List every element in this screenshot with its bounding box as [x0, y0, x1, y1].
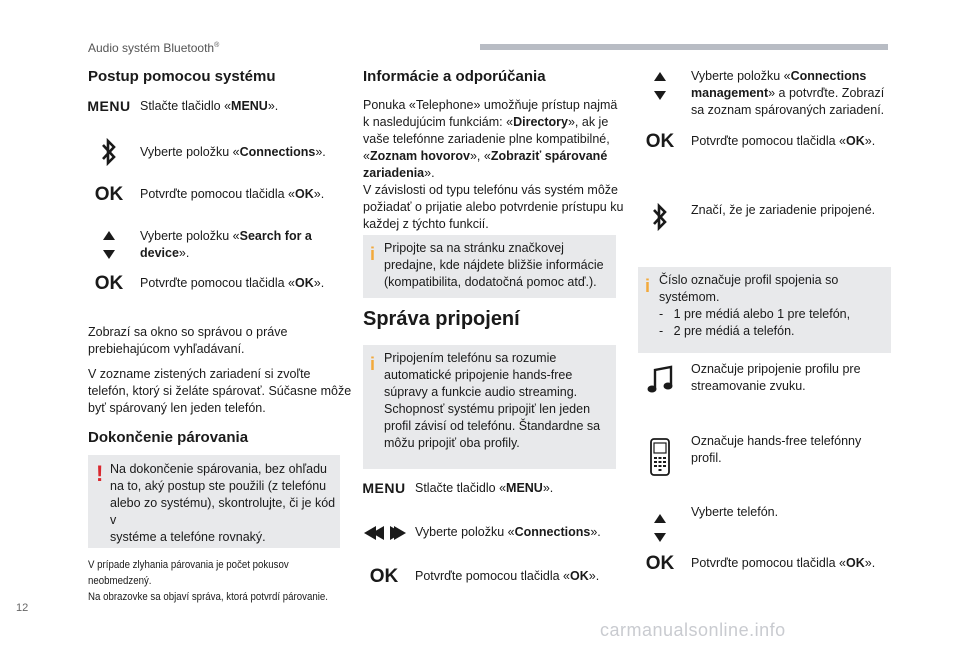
text-span: V závislosti od typu telefónu vás systém môže: [363, 183, 618, 197]
text-span: prebiehajúcom vyhľadávaní.: [88, 342, 245, 356]
text-span: », «: [469, 149, 491, 163]
menu-button-icon: MENU: [362, 480, 406, 496]
text-span: Zobrazí sa okno so správou o práve: [88, 325, 288, 339]
ok-button-icon: OK: [369, 566, 399, 587]
text-span: Na dokončenie spárovania, bez ohľadu: [110, 462, 327, 476]
text-span: Pripojením telefónu sa rozumie: [384, 351, 557, 365]
text-span: Connections: [514, 525, 591, 539]
text-span: systéme a telefóne rovnaký.: [110, 530, 266, 544]
text-span: ».: [267, 99, 279, 113]
col3-step-streaming: [635, 361, 861, 395]
phone-icon: [635, 433, 685, 477]
text-span: profil závisí od telefónu. Štandardne sa: [384, 419, 601, 433]
col1-small-note: [88, 557, 328, 605]
text-span: » a potvrďte. Zobrazí: [768, 86, 885, 100]
menu-button-icon: MENU: [87, 98, 131, 114]
text-span: OK: [846, 556, 865, 570]
text-span: ».: [424, 166, 435, 180]
text-span: (kompatibilita, dodatočná pomoc atď.).: [384, 275, 597, 289]
text-span: Directory: [513, 115, 568, 129]
text-span: byť spárovaný len jeden telefón.: [88, 401, 266, 415]
col1-step-search: [84, 228, 315, 262]
col3-step-connected: [635, 188, 875, 232]
text-span: každej z týchto funkcií.: [363, 217, 489, 231]
text-span: Potvrďte pomocou tlačidla «: [415, 569, 570, 583]
col3-step-connections-management: [635, 68, 884, 119]
text-span: ».: [313, 276, 325, 290]
text-span: Ponuka «Telephone» umožňuje prístup najmä: [363, 98, 618, 112]
registered-mark: ®: [214, 42, 220, 49]
up-down-arrows-icon: [635, 504, 685, 544]
ok-button-icon: OK: [645, 553, 675, 574]
text-span: Zobraziť spárované: [490, 149, 608, 163]
ok-button-icon: OK: [645, 131, 675, 152]
text-span: zariadenia: [363, 166, 425, 180]
text-span: Potvrďte pomocou tlačidla «: [140, 187, 295, 201]
text-span: neobmedzený.: [88, 575, 152, 587]
text-span: automatické pripojenie hands-free: [384, 368, 573, 382]
text-span: Zoznam hovorov: [369, 149, 470, 163]
text-span: ».: [864, 556, 876, 570]
text-span: Značí, že je zariadenie pripojené.: [691, 202, 876, 217]
col3-step-select-phone: [635, 504, 778, 544]
up-down-arrows-icon: [635, 68, 685, 102]
text-span: Označuje hands-free telefónny: [691, 434, 862, 448]
heading-informacie: Informácie a odporúčania: [363, 68, 546, 85]
warning-icon: !: [96, 461, 104, 486]
watermark: carmanualsonline.info: [600, 620, 786, 640]
text-span: OK: [295, 276, 314, 290]
col1-step-menu: [84, 98, 278, 115]
text-span: Connections: [790, 69, 867, 83]
text-span: Vyberte položku «: [140, 144, 240, 159]
text-span: môžu pripojiť oba profily.: [384, 436, 520, 450]
page-number: 12: [16, 602, 29, 614]
text-span: ».: [864, 134, 876, 148]
col2-step-connections: [359, 524, 601, 541]
text-span: k nasledujúcim funkciám: «: [363, 115, 514, 129]
col2-step-menu: [359, 480, 553, 497]
text-span: MENU: [506, 481, 543, 495]
info-box-2: [363, 345, 616, 469]
text-span: ».: [542, 481, 554, 495]
text-span: OK: [295, 187, 314, 201]
text-span: OK: [846, 134, 865, 148]
text-span: ».: [588, 569, 600, 583]
col2-step-ok: [359, 568, 599, 585]
text-span: Potvrďte pomocou tlačidla «: [140, 276, 295, 290]
col1-paragraph-2: [88, 366, 351, 417]
heading-postup: Postup pomocou systému: [88, 68, 276, 85]
text-span: Stlačte tlačidlo «: [140, 99, 232, 113]
text-span: management: [691, 86, 769, 100]
col1-step-ok-1: [84, 186, 324, 203]
text-span: Číslo označuje profil spojenia so: [659, 273, 839, 287]
heading-sprava-pripojeni: Správa pripojení: [363, 308, 520, 330]
text-span: V prípade zlyhania párovania je počet pokusov: [88, 559, 289, 571]
bluetooth-icon: [635, 188, 685, 232]
text-span: Connections: [239, 144, 316, 159]
text-span: na to, aký postup ste použili (z telefónu: [110, 479, 327, 493]
col3-step-ok-2: [635, 555, 875, 572]
text-span: - 1 pre médiá alebo 1 pre telefón,: [659, 307, 851, 321]
running-header: [88, 37, 219, 57]
text-span: Vyberte položku «: [691, 69, 791, 83]
text-span: Označuje pripojenie profilu pre: [691, 362, 861, 376]
text-span: telefón, ktorý si želáte spárovať. Súčasne môže: [88, 384, 352, 398]
text-span: vaše telefónne zariadenie plne kompatibilné,: [363, 132, 610, 146]
up-down-arrows-icon: [84, 229, 134, 261]
text-span: Stlačte tlačidlo «: [415, 481, 507, 495]
text-span: Pripojte sa na stránku značkovej: [384, 241, 564, 255]
text-span: OK: [570, 569, 589, 583]
warning-box: [88, 455, 340, 548]
text-span: V zozname zistených zariadení si zvoľte: [88, 367, 311, 381]
text-span: sa zoznam spárovaných zariadení.: [691, 103, 885, 117]
heading-dokoncenie: Dokončenie párovania: [88, 429, 249, 446]
ok-button-icon: OK: [94, 184, 124, 205]
text-span: súpravy a funkcie audio streaming.: [384, 385, 578, 399]
text-span: «: [363, 149, 370, 163]
text-span: Potvrďte pomocou tlačidla «: [691, 134, 846, 148]
text-span: streamovanie zvuku.: [691, 379, 806, 393]
music-note-icon: [635, 361, 685, 395]
text-span: ».: [178, 246, 190, 260]
text-span: Vyberte položku «: [140, 229, 240, 243]
text-span: Schopnosť systému pripojiť len jeden: [384, 402, 591, 416]
col1-step-connections: [84, 137, 326, 167]
col2-paragraph: [363, 97, 623, 233]
col3-step-handsfree: [635, 433, 861, 477]
text-span: Search for a device: [140, 229, 312, 260]
text-span: ».: [313, 187, 325, 201]
text-span: Na obrazovke sa objaví správa, ktorá potvrdí párovanie.: [88, 591, 328, 603]
ok-button-icon: OK: [94, 273, 124, 294]
text-span: predajne, kde nájdete bližšie informácie: [384, 258, 604, 272]
text-span: Potvrďte pomocou tlačidla «: [691, 556, 846, 570]
info-icon: i: [370, 244, 376, 264]
text-span: alebo zo systému), skontrolujte, či je kód v: [110, 496, 336, 527]
info-box-1: [363, 235, 616, 298]
col3-step-ok-1: [635, 133, 875, 150]
text-span: », ak je: [567, 115, 609, 129]
text-span: Vyberte položku «: [415, 525, 515, 539]
text-span: ».: [315, 144, 326, 159]
header-bar: [480, 44, 888, 50]
col1-step-ok-2: [84, 275, 324, 292]
text-span: Vyberte telefón.: [691, 505, 779, 519]
text-span: MENU: [231, 99, 268, 113]
info-icon: i: [370, 354, 376, 374]
info-icon: i: [645, 276, 651, 296]
info-box-3: [638, 267, 891, 353]
text-span: profil.: [691, 451, 722, 465]
col1-paragraph-1: [88, 324, 287, 358]
text-span: systémom.: [659, 290, 720, 304]
text-span: - 2 pre médiá a telefón.: [659, 324, 795, 338]
left-right-arrows-icon: [359, 525, 409, 541]
text-span: ».: [590, 525, 601, 539]
text-span: požiadať o prijatie alebo potvrdenie prístupu ku: [363, 200, 624, 214]
running-header-title: Audio systém Bluetooth: [88, 41, 215, 55]
bluetooth-icon: [84, 137, 134, 167]
